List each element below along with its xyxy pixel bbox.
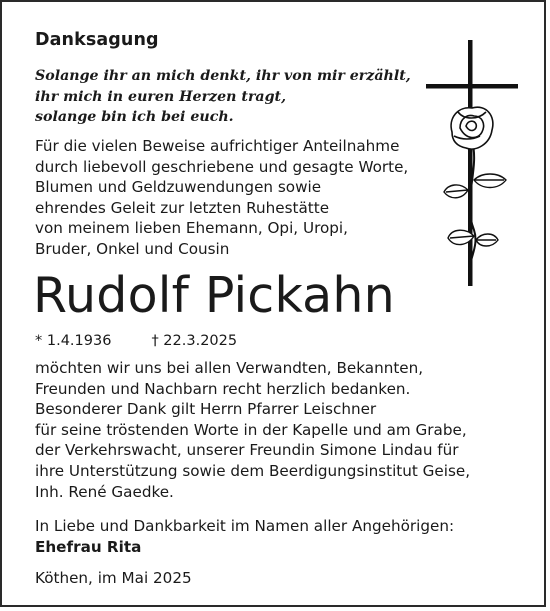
text-line: von meinem lieben Ehemann, Opi, Uropi, <box>35 219 348 238</box>
text-line: Inh. René Gaedke. <box>35 482 174 501</box>
signer-name: Ehefrau Rita <box>35 537 142 556</box>
thanks-paragraph-main <box>35 358 470 502</box>
signoff-line: In Liebe und Dankbarkeit im Namen aller Angehörigen: <box>35 517 455 535</box>
text-line: Bruder, Onkel und Cousin <box>35 239 230 258</box>
text-line: möchten wir uns bei allen Verwandten, Bekannten, <box>35 359 424 377</box>
text-line: ehrendes Geleit zur letzten Ruhestätte <box>35 198 330 217</box>
poem-line: solange bin ich bei euch. <box>35 109 234 125</box>
text-line: Besonderer Dank gilt Herrn Pfarrer Leischner <box>35 400 377 419</box>
poem-line: Solange ihr an mich denkt, ihr von mir erzählt, <box>35 68 411 84</box>
place-and-date: Köthen, im Mai 2025 <box>35 569 192 587</box>
poem-line: ihr mich in euren Herzen tragt, <box>35 88 287 105</box>
heading: Danksagung <box>35 30 159 50</box>
signoff <box>35 516 454 557</box>
text-line: der Verkehrswacht, unserer Freundin Simone Lindau für <box>35 441 459 460</box>
text-line: Blumen und Geldzuwendungen sowie <box>35 178 322 197</box>
text-line: ihre Unterstützung sowie dem Beerdigungsinstitut Geise, <box>35 461 471 480</box>
deceased-name: Rudolf Pickahn <box>33 267 395 324</box>
birth-date: * 1.4.1936 <box>35 333 112 349</box>
poem <box>35 66 411 128</box>
text-line: Freunden und Nachbarn recht herzlich bedanken. <box>35 379 411 398</box>
thanks-paragraph-intro <box>35 136 408 260</box>
life-dates <box>35 332 237 350</box>
text-line: Für die vielen Beweise aufrichtiger Anteilnahme <box>35 137 400 155</box>
text-line: durch liebevoll geschriebene und gesagte Worte, <box>35 157 409 176</box>
death-date: † 22.3.2025 <box>151 333 238 349</box>
cross-with-rose-icon <box>422 40 522 290</box>
text-line: für seine tröstenden Worte in der Kapelle und am Grabe, <box>35 420 467 439</box>
